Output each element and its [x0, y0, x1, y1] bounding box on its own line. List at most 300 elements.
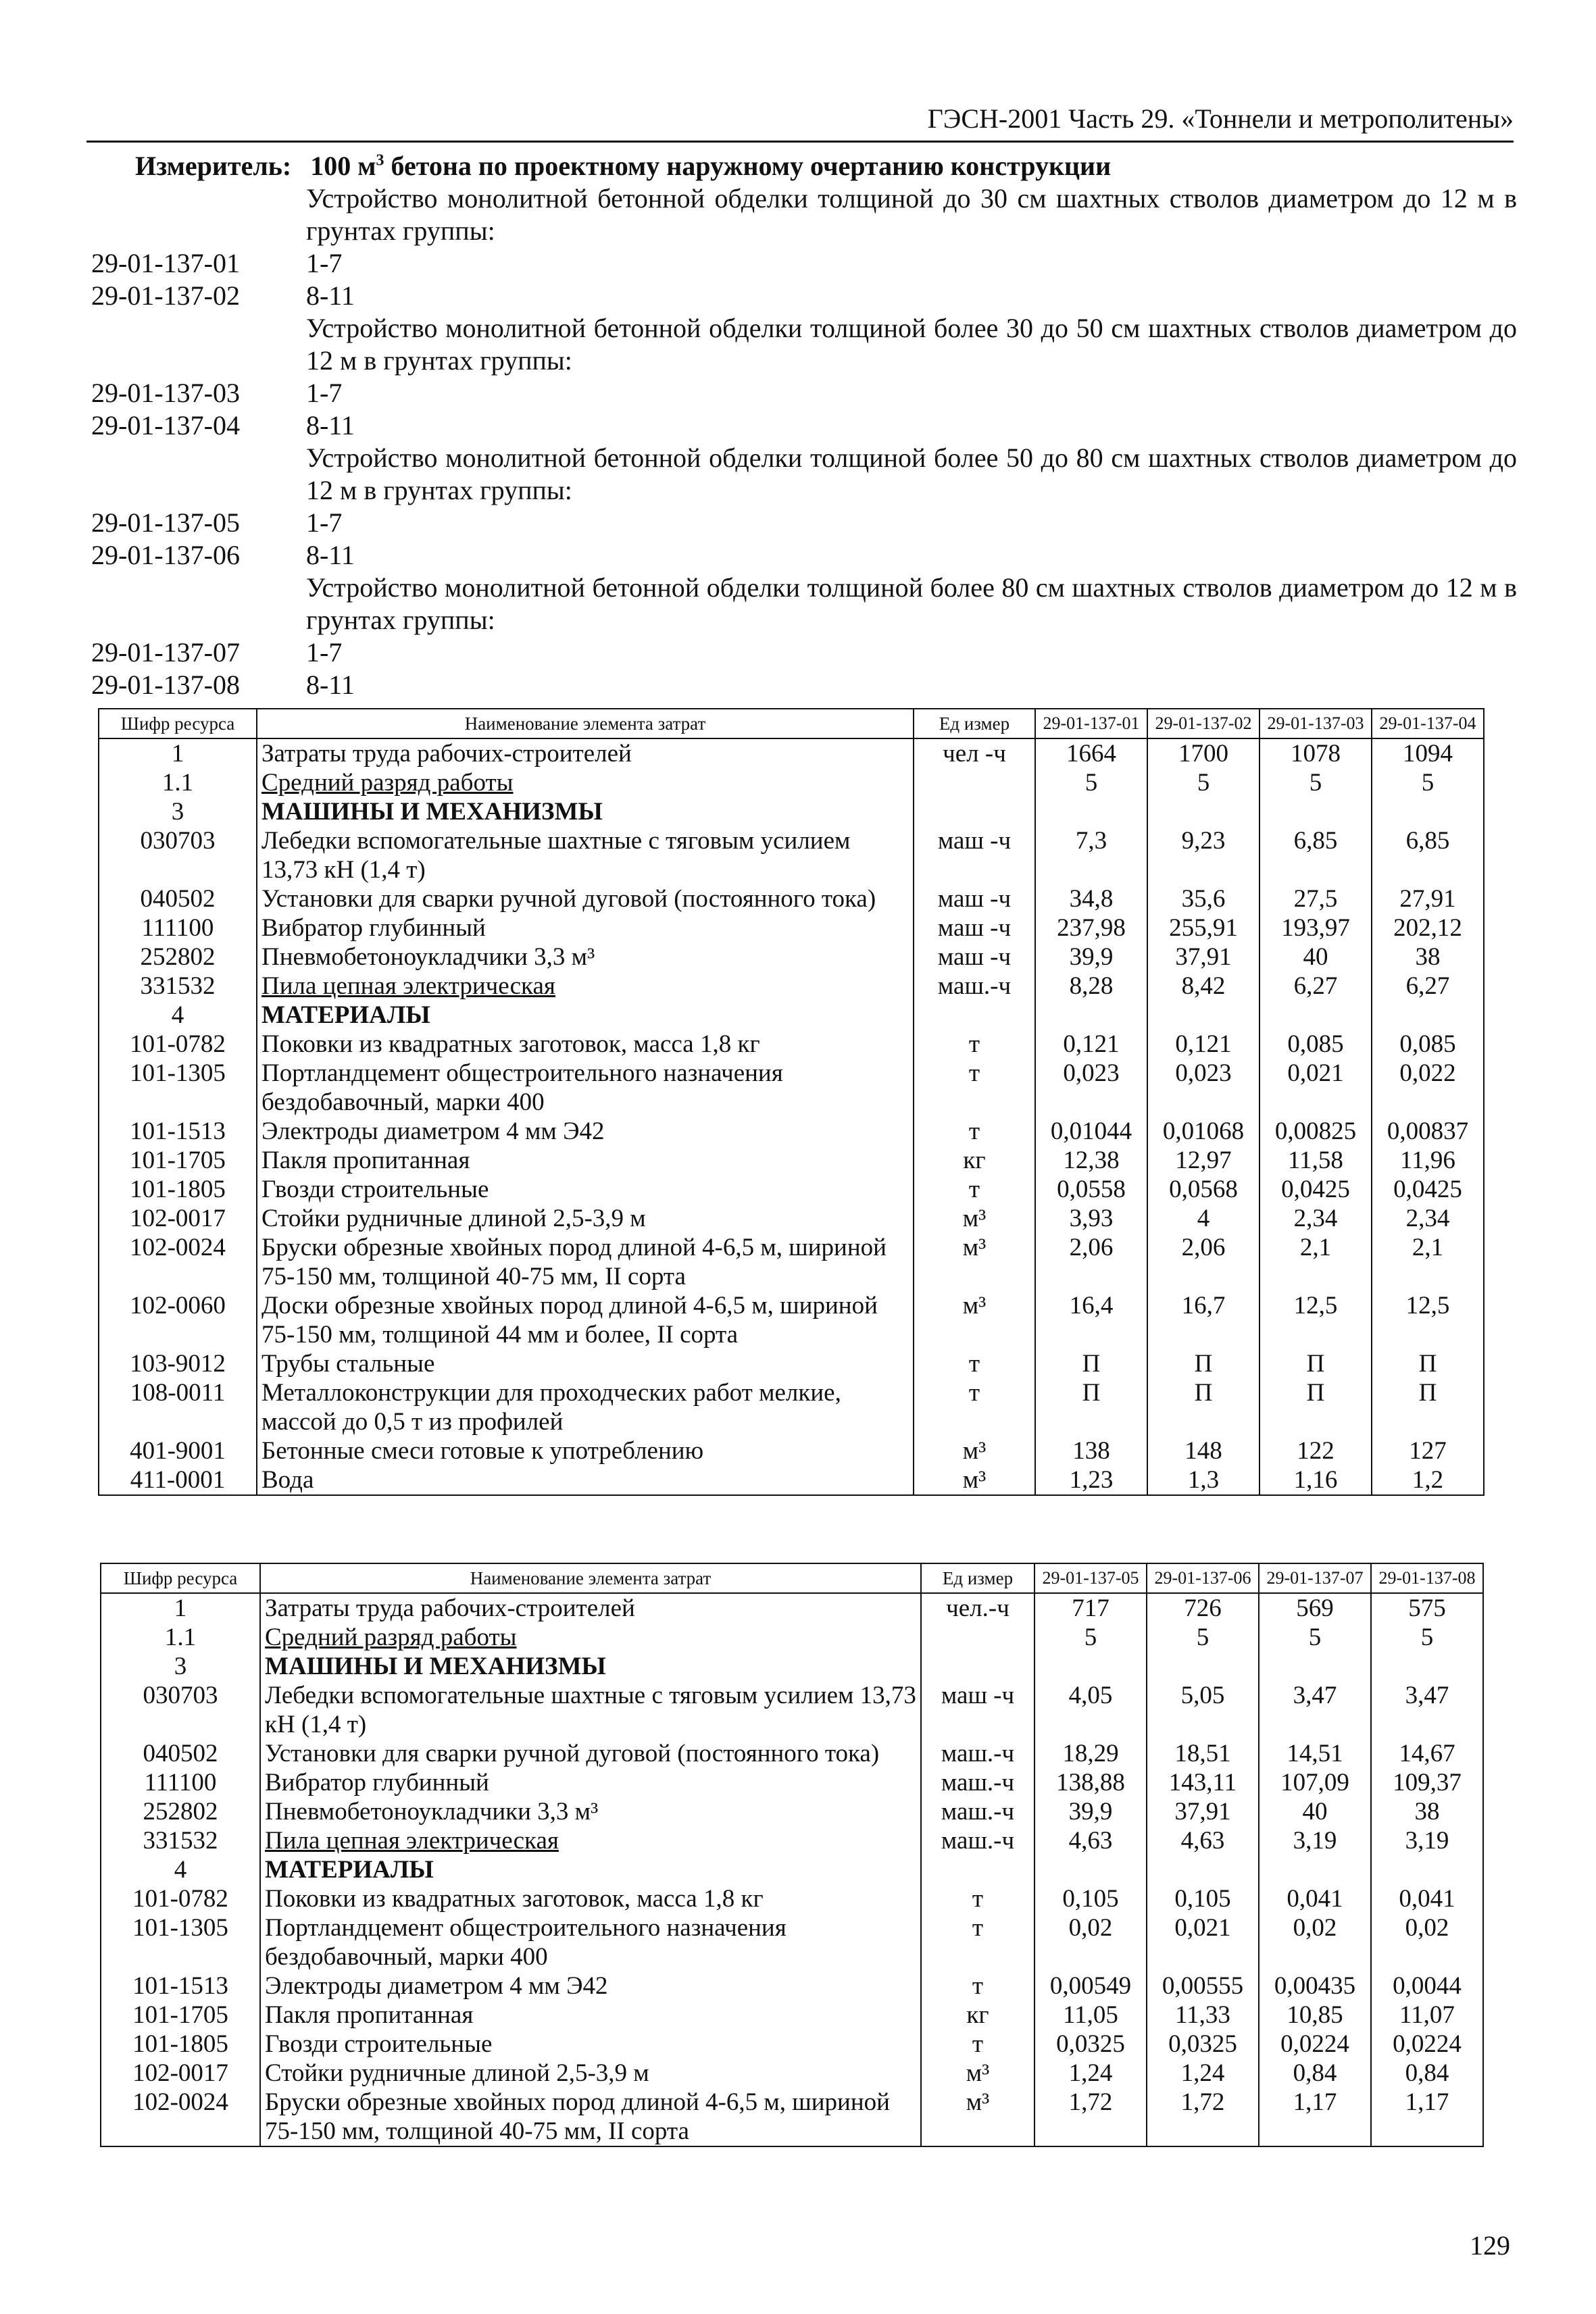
resource-code: 102-0017: [101, 2059, 260, 2088]
table-row: [99, 1059, 1484, 1117]
resource-code: 102-0017: [99, 1204, 257, 1233]
resource-unit: т: [914, 1117, 1035, 1146]
norm-code: 29-01-137-03: [91, 378, 240, 408]
norm-value: 569: [1259, 1593, 1371, 1623]
header-col-4: 29-01-137-08: [1371, 1563, 1483, 1593]
resource-code: 030703: [99, 826, 257, 884]
resource-unit: [921, 1652, 1034, 1681]
resource-code: 102-0024: [99, 1233, 257, 1291]
norm-value: [1147, 1855, 1259, 1884]
work-groups: [91, 182, 1517, 701]
norm-value: 37,91: [1147, 942, 1260, 972]
table-header-row: [101, 1563, 1483, 1593]
table-row: [101, 1855, 1483, 1884]
norm-value: 109,37: [1371, 1768, 1483, 1797]
soil-group: 1-7: [306, 378, 343, 408]
resource-code: 030703: [101, 1681, 260, 1739]
norm-value: 34,8: [1035, 884, 1147, 913]
norm-value: 10,85: [1259, 2001, 1371, 2030]
resource-unit: м³: [914, 1291, 1035, 1349]
norm-value: 11,33: [1147, 2001, 1259, 2030]
norm-value: 27,91: [1372, 884, 1484, 913]
norm-value: 0,00435: [1259, 1971, 1371, 2001]
resource-table-1: [98, 708, 1485, 1496]
header-col-2: 29-01-137-02: [1147, 709, 1260, 738]
resource-name: Средний разряд работы: [260, 1623, 921, 1652]
norm-value: П: [1372, 1378, 1484, 1436]
resource-name: Электроды диаметром 4 мм Э42: [257, 1117, 914, 1146]
norm-value: 5: [1259, 1623, 1371, 1652]
norm-value: 1664: [1035, 738, 1147, 768]
soil-group: 1-7: [306, 248, 343, 278]
resource-unit: м³: [921, 2059, 1034, 2088]
norm-value: 0,041: [1371, 1884, 1483, 1913]
norm-value: П: [1372, 1349, 1484, 1378]
norm-value: 11,05: [1034, 2001, 1147, 2030]
norm-value: 0,00837: [1372, 1117, 1484, 1146]
resource-code: 101-1305: [99, 1059, 257, 1117]
norm-value: 0,01044: [1035, 1117, 1147, 1146]
resource-unit: чел -ч: [914, 738, 1035, 768]
norm-value: 1,3: [1147, 1465, 1260, 1495]
norm-value: 0,105: [1147, 1884, 1259, 1913]
norm-value: 12,5: [1260, 1291, 1372, 1349]
resource-name: МАШИНЫ И МЕХАНИЗМЫ: [260, 1652, 921, 1681]
resource-name: МАТЕРИАЛЫ: [257, 1001, 914, 1030]
norm-value: 3,47: [1259, 1681, 1371, 1739]
resource-unit: т: [921, 2030, 1034, 2059]
norm-value: 40: [1260, 942, 1372, 972]
norm-value: 5: [1035, 768, 1147, 797]
norm-value: 0,02: [1259, 1913, 1371, 1971]
table-row: [101, 1826, 1483, 1855]
resource-unit: [921, 1623, 1034, 1652]
resource-name: Электроды диаметром 4 мм Э42: [260, 1971, 921, 2001]
header-col-3: 29-01-137-07: [1259, 1563, 1371, 1593]
table-row: [99, 1465, 1484, 1495]
norm-value: 0,105: [1034, 1884, 1147, 1913]
norm-value: 37,91: [1147, 1797, 1259, 1826]
resource-unit: м³: [921, 2088, 1034, 2146]
resource-unit: маш -ч: [914, 884, 1035, 913]
norm-value: 3,19: [1259, 1826, 1371, 1855]
header-col-4: 29-01-137-04: [1372, 709, 1484, 738]
measure-text: 100 $м^3$ бетона по проектному наружному очертанию конструкции: [310, 151, 1112, 181]
resource-name: Пневмобетоноукладчики 3,3 м³: [260, 1797, 921, 1826]
resource-unit: м³: [914, 1436, 1035, 1465]
norm-value: 38: [1371, 1797, 1483, 1826]
norm-value: 0,84: [1259, 2059, 1371, 2088]
norm-value: 11,96: [1372, 1146, 1484, 1175]
norm-value: П: [1260, 1378, 1372, 1436]
resource-unit: маш -ч: [914, 826, 1035, 884]
table-row: [99, 1146, 1484, 1175]
norm-value: 0,085: [1372, 1030, 1484, 1059]
soil-group: 1-7: [306, 637, 343, 668]
norm-value: 143,11: [1147, 1768, 1259, 1797]
norm-value: 18,29: [1034, 1739, 1147, 1768]
norm-value: 107,09: [1259, 1768, 1371, 1797]
table-row: [101, 1971, 1483, 2001]
norm-value: 0,00555: [1147, 1971, 1259, 2001]
norm-value: 6,27: [1372, 972, 1484, 1001]
norm-value: 4,05: [1034, 1681, 1147, 1739]
norm-code: 29-01-137-04: [91, 410, 240, 441]
resource-unit: маш.-ч: [921, 1826, 1034, 1855]
norm-code: 29-01-137-01: [91, 248, 240, 278]
resource-code: 101-1513: [101, 1971, 260, 2001]
group-row: [91, 539, 1517, 572]
group-description: Устройство монолитной бетонной обделки толщиной более 30 до 50 см шахтных стволов диаметром до 12 м в грунтах группы:: [306, 313, 1517, 376]
table-row: [99, 768, 1484, 797]
table-row: [101, 1884, 1483, 1913]
resource-name: Вибратор глубинный: [260, 1768, 921, 1797]
page-number: 129: [1470, 2230, 1510, 2261]
resource-name: Лебедки вспомогательные шахтные с тяговым усилием 13,73 кН (1,4 т): [257, 826, 914, 884]
resource-name: МАШИНЫ И МЕХАНИЗМЫ: [257, 797, 914, 826]
norm-value: 6,27: [1260, 972, 1372, 1001]
resource-code: 111100: [99, 913, 257, 942]
resource-unit: т: [914, 1378, 1035, 1436]
norm-value: 0,00825: [1260, 1117, 1372, 1146]
norm-value: 4: [1147, 1204, 1260, 1233]
running-header: ГЭСН-2001 Часть 29. «Тоннели и метрополитены»: [927, 103, 1514, 134]
norm-value: 9,23: [1147, 826, 1260, 884]
table-row: [101, 1739, 1483, 1768]
header-unit: Ед измер: [921, 1563, 1034, 1593]
norm-value: П: [1035, 1349, 1147, 1378]
norm-value: 0,0568: [1147, 1175, 1260, 1204]
norm-value: 237,98: [1035, 913, 1147, 942]
resource-code: 101-1513: [99, 1117, 257, 1146]
table-row: [99, 738, 1484, 768]
group-row: [91, 409, 1517, 442]
resource-name: Гвозди строительные: [260, 2030, 921, 2059]
norm-value: 2,1: [1372, 1233, 1484, 1291]
norm-value: 0,0224: [1259, 2030, 1371, 2059]
table-row: [99, 1117, 1484, 1146]
norm-value: [1371, 1855, 1483, 1884]
norm-value: 11,07: [1371, 2001, 1483, 2030]
resource-unit: маш -ч: [914, 913, 1035, 942]
norm-code: 29-01-137-02: [91, 280, 240, 311]
norm-value: [1034, 1652, 1147, 1681]
resource-unit: т: [914, 1030, 1035, 1059]
resource-name: МАТЕРИАЛЫ: [260, 1855, 921, 1884]
norm-value: 2,34: [1372, 1204, 1484, 1233]
norm-value: 1,16: [1260, 1465, 1372, 1495]
table-row: [101, 2001, 1483, 2030]
header-rule: [86, 141, 1514, 143]
norm-value: 8,42: [1147, 972, 1260, 1001]
resource-code: 101-1705: [101, 2001, 260, 2030]
norm-value: 0,0325: [1147, 2030, 1259, 2059]
norm-value: 16,4: [1035, 1291, 1147, 1349]
header-name: Наименование элемента затрат: [257, 709, 914, 738]
norm-value: [1035, 1001, 1147, 1030]
norm-value: [1260, 1001, 1372, 1030]
norm-value: 0,02: [1371, 1913, 1483, 1971]
norm-value: 2,34: [1260, 1204, 1372, 1233]
resource-code: 040502: [99, 884, 257, 913]
header-code: Шифр ресурса: [99, 709, 257, 738]
norm-value: 202,12: [1372, 913, 1484, 942]
resource-code: 101-1305: [101, 1913, 260, 1971]
resource-code: 102-0060: [99, 1291, 257, 1349]
norm-value: 1,23: [1035, 1465, 1147, 1495]
resource-unit: т: [921, 1884, 1034, 1913]
norm-value: 1,24: [1147, 2059, 1259, 2088]
resource-code: 3: [99, 797, 257, 826]
table-row: [99, 1291, 1484, 1349]
resource-name: Гвозди строительные: [257, 1175, 914, 1204]
norm-value: 1,2: [1372, 1465, 1484, 1495]
resource-code: 331532: [101, 1826, 260, 1855]
resource-name: Портландцемент общестроительного назначения бездобавочный, марки 400: [257, 1059, 914, 1117]
norm-value: 1,17: [1259, 2088, 1371, 2146]
norm-value: 14,51: [1259, 1739, 1371, 1768]
norm-value: 0,84: [1371, 2059, 1483, 2088]
norm-value: 1,24: [1034, 2059, 1147, 2088]
group-row: [91, 247, 1517, 280]
table-row: [99, 1204, 1484, 1233]
table-row: [99, 913, 1484, 942]
table-row: [101, 1913, 1483, 1971]
norm-value: 575: [1371, 1593, 1483, 1623]
norm-value: 38: [1372, 942, 1484, 972]
resource-code: 102-0024: [101, 2088, 260, 2146]
header-col-3: 29-01-137-03: [1260, 709, 1372, 738]
resource-code: 101-1805: [99, 1175, 257, 1204]
resource-code: 252802: [99, 942, 257, 972]
norm-value: [1372, 1001, 1484, 1030]
norm-value: 7,3: [1035, 826, 1147, 884]
resource-unit: т: [914, 1059, 1035, 1117]
group-description: Устройство монолитной бетонной обделки толщиной до 30 см шахтных стволов диаметром до 12 м в грунтах группы:: [306, 183, 1517, 246]
norm-value: 27,5: [1260, 884, 1372, 913]
norm-value: П: [1035, 1378, 1147, 1436]
group-row: [91, 636, 1517, 669]
table-row: [99, 797, 1484, 826]
resource-name: Пневмобетоноукладчики 3,3 м³: [257, 942, 914, 972]
norm-value: 0,021: [1147, 1913, 1259, 1971]
norm-value: 0,00549: [1034, 1971, 1147, 2001]
norm-value: [1034, 1855, 1147, 1884]
resource-name: Бруски обрезные хвойных пород длиной 4-6,5 м, шириной 75-150 мм, толщиной 40-75 мм, II сорта: [260, 2088, 921, 2146]
resource-code: 108-0011: [99, 1378, 257, 1436]
table-row: [99, 826, 1484, 884]
resource-unit: маш -ч: [921, 1681, 1034, 1739]
norm-value: 148: [1147, 1436, 1260, 1465]
norm-value: 138,88: [1034, 1768, 1147, 1797]
norm-value: 39,9: [1035, 942, 1147, 972]
norm-value: 4,63: [1034, 1826, 1147, 1855]
norm-value: 0,041: [1259, 1884, 1371, 1913]
norm-code: 29-01-137-06: [91, 540, 240, 570]
table-row: [99, 1436, 1484, 1465]
resource-code: 1.1: [101, 1623, 260, 1652]
norm-value: 12,97: [1147, 1146, 1260, 1175]
resource-code: 3: [101, 1652, 260, 1681]
norm-value: П: [1147, 1349, 1260, 1378]
resource-code: 101-0782: [101, 1884, 260, 1913]
norm-value: 0,0425: [1260, 1175, 1372, 1204]
norm-value: 0,02: [1034, 1913, 1147, 1971]
norm-value: 40: [1259, 1797, 1371, 1826]
resource-code: 111100: [101, 1768, 260, 1797]
resource-code: 1: [101, 1593, 260, 1623]
resource-code: 103-9012: [99, 1349, 257, 1378]
norm-value: 5: [1372, 768, 1484, 797]
norm-value: [1147, 1652, 1259, 1681]
norm-value: 1700: [1147, 738, 1260, 768]
norm-value: 0,0425: [1372, 1175, 1484, 1204]
norm-value: 0,01068: [1147, 1117, 1260, 1146]
table-row: [101, 1623, 1483, 1652]
resource-name: Затраты труда рабочих-строителей: [260, 1593, 921, 1623]
resource-table-2: [100, 1563, 1484, 2147]
table-row: [99, 1378, 1484, 1436]
norm-value: 193,97: [1260, 913, 1372, 942]
norm-value: 0,085: [1260, 1030, 1372, 1059]
table-row: [99, 1175, 1484, 1204]
resource-name: Пила цепная электрическая: [257, 972, 914, 1001]
norm-value: 16,7: [1147, 1291, 1260, 1349]
resource-unit: маш -ч: [914, 942, 1035, 972]
norm-value: 4,63: [1147, 1826, 1259, 1855]
table-row: [99, 1001, 1484, 1030]
resource-code: 401-9001: [99, 1436, 257, 1465]
resource-name: Бруски обрезные хвойных пород длиной 4-6,5 м, шириной 75-150 мм, толщиной 40-75 мм, II сорта: [257, 1233, 914, 1291]
norm-value: 1078: [1260, 738, 1372, 768]
resource-name: Стойки рудничные длиной 2,5-3,9 м: [257, 1204, 914, 1233]
norm-value: 2,06: [1147, 1233, 1260, 1291]
norm-value: 5,05: [1147, 1681, 1259, 1739]
resource-unit: [921, 1855, 1034, 1884]
table-row: [99, 1233, 1484, 1291]
header-name: Наименование элемента затрат: [260, 1563, 921, 1593]
resource-code: 101-1805: [101, 2030, 260, 2059]
norm-value: 14,67: [1371, 1739, 1483, 1768]
soil-group: 8-11: [306, 670, 355, 700]
norm-value: 39,9: [1034, 1797, 1147, 1826]
norm-value: 6,85: [1372, 826, 1484, 884]
soil-group: 8-11: [306, 540, 355, 570]
norm-value: 5: [1034, 1623, 1147, 1652]
resource-unit: [914, 1001, 1035, 1030]
norm-value: 0,121: [1147, 1030, 1260, 1059]
resource-name: Пакля пропитанная: [260, 2001, 921, 2030]
resource-unit: маш.-ч: [921, 1797, 1034, 1826]
resource-code: 1.1: [99, 768, 257, 797]
resource-code: 4: [99, 1001, 257, 1030]
resource-unit: кг: [914, 1146, 1035, 1175]
table-row: [99, 942, 1484, 972]
resource-code: 101-1705: [99, 1146, 257, 1175]
resource-name: Стойки рудничные длиной 2,5-3,9 м: [260, 2059, 921, 2088]
resource-unit: маш.-ч: [921, 1739, 1034, 1768]
norm-code: 29-01-137-05: [91, 507, 240, 538]
resource-unit: маш.-ч: [914, 972, 1035, 1001]
norm-value: 5: [1147, 1623, 1259, 1652]
resource-name: Затраты труда рабочих-строителей: [257, 738, 914, 768]
resource-name: Пакля пропитанная: [257, 1146, 914, 1175]
norm-value: 1,72: [1147, 2088, 1259, 2146]
norm-value: [1259, 1855, 1371, 1884]
norm-value: 1094: [1372, 738, 1484, 768]
norm-value: 11,58: [1260, 1146, 1372, 1175]
resource-code: 331532: [99, 972, 257, 1001]
header-unit: Ед измер: [914, 709, 1035, 738]
group-description: Устройство монолитной бетонной обделки толщиной более 80 см шахтных стволов диаметром до 12 м в грунтах группы:: [306, 572, 1517, 635]
table-row: [99, 884, 1484, 913]
norm-value: [1035, 797, 1147, 826]
resource-code: 101-0782: [99, 1030, 257, 1059]
norm-value: 0,023: [1147, 1059, 1260, 1117]
header-code: Шифр ресурса: [101, 1563, 260, 1593]
norm-value: 2,06: [1035, 1233, 1147, 1291]
table-row: [101, 2088, 1483, 2146]
resource-unit: т: [921, 1971, 1034, 2001]
resource-unit: т: [921, 1913, 1034, 1971]
measure-label: Измеритель:: [135, 151, 292, 181]
norm-value: 18,51: [1147, 1739, 1259, 1768]
norm-value: 0,023: [1035, 1059, 1147, 1117]
table-row: [101, 1593, 1483, 1623]
resource-unit: чел.-ч: [921, 1593, 1034, 1623]
norm-value: [1147, 797, 1260, 826]
norm-code: 29-01-137-07: [91, 637, 240, 668]
resource-unit: кг: [921, 2001, 1034, 2030]
resource-name: Пила цепная электрическая: [260, 1826, 921, 1855]
norm-value: [1371, 1652, 1483, 1681]
norm-value: 255,91: [1147, 913, 1260, 942]
norm-value: [1372, 797, 1484, 826]
resource-name: Средний разряд работы: [257, 768, 914, 797]
norm-value: 8,28: [1035, 972, 1147, 1001]
norm-value: 3,93: [1035, 1204, 1147, 1233]
norm-value: 5: [1147, 768, 1260, 797]
table-row: [99, 972, 1484, 1001]
soil-group: 8-11: [306, 280, 355, 311]
resource-code: 411-0001: [99, 1465, 257, 1495]
resource-name: Трубы стальные: [257, 1349, 914, 1378]
norm-value: [1147, 1001, 1260, 1030]
norm-value: 3,47: [1371, 1681, 1483, 1739]
header-col-1: 29-01-137-01: [1035, 709, 1147, 738]
norm-value: 5: [1260, 768, 1372, 797]
norm-value: 138: [1035, 1436, 1147, 1465]
resource-name: Бетонные смеси готовые к употреблению: [257, 1436, 914, 1465]
table-row: [101, 1797, 1483, 1826]
resource-name: Вибратор глубинный: [257, 913, 914, 942]
norm-value: 12,38: [1035, 1146, 1147, 1175]
resource-unit: м³: [914, 1233, 1035, 1291]
norm-value: 122: [1260, 1436, 1372, 1465]
resource-unit: маш.-ч: [921, 1768, 1034, 1797]
norm-value: 2,1: [1260, 1233, 1372, 1291]
group-row: [91, 377, 1517, 409]
table-row: [101, 2059, 1483, 2088]
measure-line: [135, 150, 1111, 182]
resource-name: Поковки из квадратных заготовок, масса 1,8 кг: [260, 1884, 921, 1913]
table-row: [101, 1652, 1483, 1681]
resource-name: Поковки из квадратных заготовок, масса 1,8 кг: [257, 1030, 914, 1059]
norm-value: 0,022: [1372, 1059, 1484, 1117]
norm-value: 0,0044: [1371, 1971, 1483, 2001]
resource-unit: т: [914, 1175, 1035, 1204]
resource-unit: т: [914, 1349, 1035, 1378]
